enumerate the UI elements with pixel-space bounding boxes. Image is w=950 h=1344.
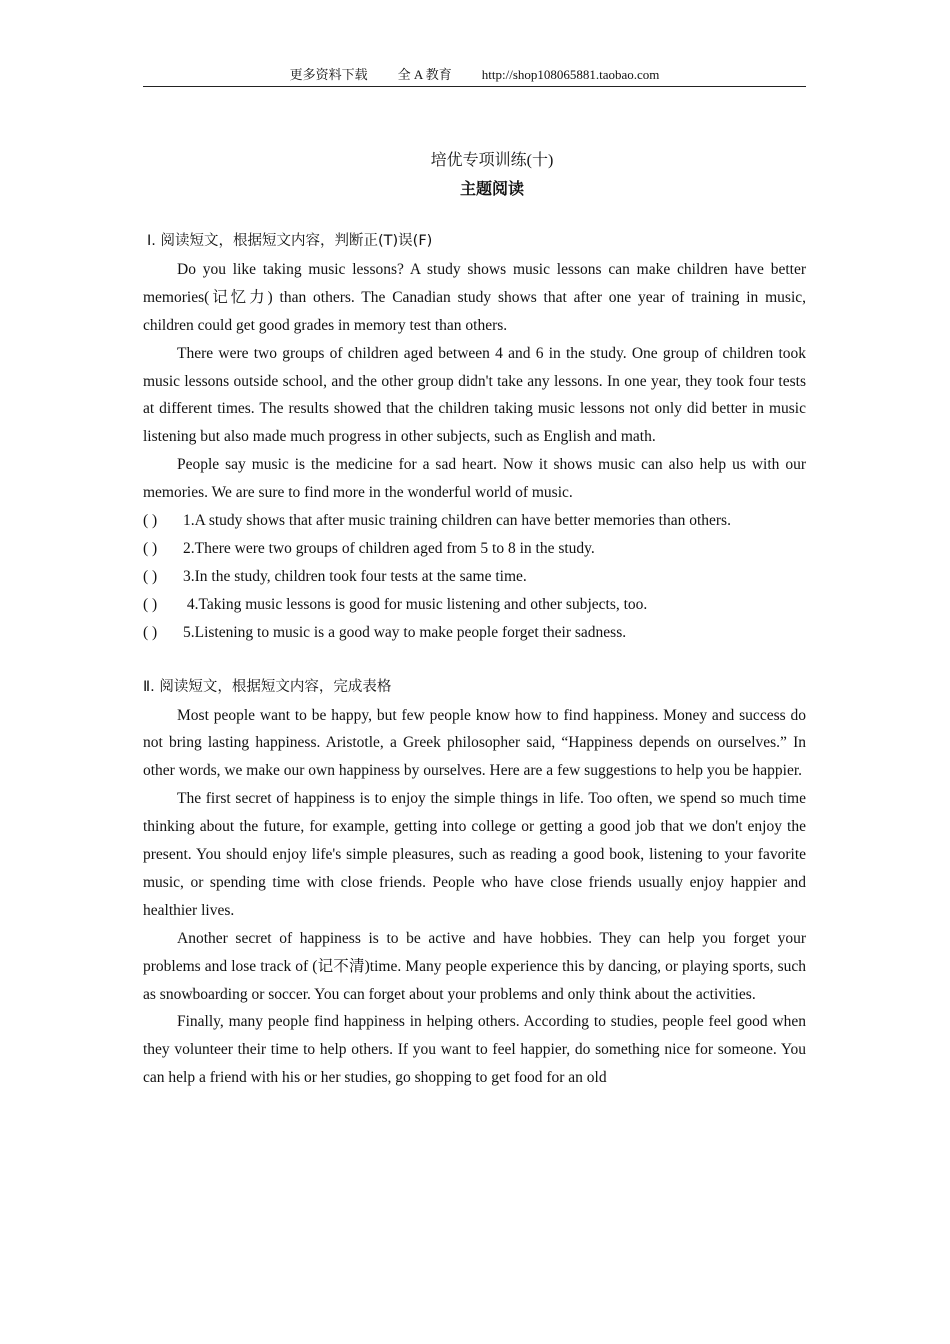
header-download-text: 更多资料下载 bbox=[289, 67, 368, 82]
section-1-heading: Ⅰ. 阅读短文，根据短文内容，判断正(T)误(F) bbox=[147, 233, 433, 249]
question-text: 3.In the study, children took four tests at the same time. bbox=[183, 567, 527, 585]
passage-2-paragraph: The first secret of happiness is to enjoy the simple things in life. Too often, we spend so much time thinking about the future, for example, getting into college or getting a good job that we don't enjoy the present. You should enjoy life's simple pleasures, such as reading a good book, listening to your favorite music, or spending time with close friends. People who have close friends usually enjoy happier and healthier lives. bbox=[143, 790, 806, 919]
question-item bbox=[143, 563, 806, 591]
question-text: 1.A study shows that after music training children can have better memories than others. bbox=[183, 512, 731, 530]
passage-1-paragraph: People say music is the medicine for a sad heart. Now it shows music can also help us with our memories. We are sure to find more in the wonderful world of music. bbox=[143, 456, 806, 502]
passage-1-paragraph: There were two groups of children aged between 4 and 6 in the study. One group of children took music lessons outside school, and the other group didn't take any lessons. In one year, they took four tests at different times. The results showed that the children taking music lessons not only did better in music listening but also made much progress in other subjects, such as English and math. bbox=[143, 344, 806, 446]
page-header bbox=[143, 66, 806, 87]
answer-blank[interactable]: ( ) bbox=[143, 539, 158, 557]
answer-blank[interactable]: ( ) bbox=[143, 623, 158, 641]
section-2-heading: Ⅱ. 阅读短文，根据短文内容，完成表格 bbox=[143, 678, 392, 695]
answer-blank[interactable]: ( ) bbox=[143, 595, 158, 613]
passage-2-paragraph: Most people want to be happy, but few people know how to find happiness. Money and success do not bring lasting happiness. Aristotle, a Greek philosopher said, “Happiness depends on ourselves.” In other words, we make our own happiness by ourselves. Here are a few suggestions to help you be happier. bbox=[143, 706, 806, 780]
question-list bbox=[143, 507, 806, 647]
passage-1-paragraph: Do you like taking music lessons? A study shows music lessons can make children have better memories(记忆力) than others. The Canadian study shows that after one year of training in music, children could get good grades in memory test than others. bbox=[143, 260, 806, 334]
passage-2-paragraph: Finally, many people find happiness in helping others. According to studies, people feel good when they volunteer their time to help others. If you want to feel happier, do something nice for someone. You can help a friend with his or her studies, go shopping to get food for an old bbox=[143, 1013, 806, 1087]
section-1 bbox=[143, 228, 806, 647]
question-text: 4.Taking music lessons is good for music listening and other subjects, too. bbox=[183, 595, 648, 613]
answer-blank[interactable]: ( ) bbox=[143, 512, 158, 530]
question-text: 5.Listening to music is a good way to make people forget their sadness. bbox=[183, 623, 627, 641]
page-title: 培优专项训练(十) bbox=[430, 152, 554, 169]
question-item bbox=[143, 535, 806, 563]
header-url-text: http://shop108065881.taobao.com bbox=[481, 67, 660, 82]
passage-2-paragraph: Another secret of happiness is to be active and have hobbies. They can help you forget your problems and lose track of (记不清)time. Many people experience this by dancing, or playing sports, such as snowboarding or soccer. You can forget about your problems and only think about the activities. bbox=[143, 929, 806, 1003]
question-item bbox=[143, 619, 806, 647]
question-text: 2.There were two groups of children aged from 5 to 8 in the study. bbox=[183, 539, 595, 557]
header-brand-text: 全 A 教育 bbox=[397, 67, 452, 82]
question-item bbox=[143, 507, 806, 535]
section-spacer bbox=[143, 647, 806, 674]
section-2 bbox=[143, 674, 806, 1093]
page-subtitle: 主题阅读 bbox=[459, 179, 524, 198]
answer-blank[interactable]: ( ) bbox=[143, 567, 158, 585]
question-item bbox=[143, 591, 806, 619]
document-body bbox=[143, 228, 806, 1092]
